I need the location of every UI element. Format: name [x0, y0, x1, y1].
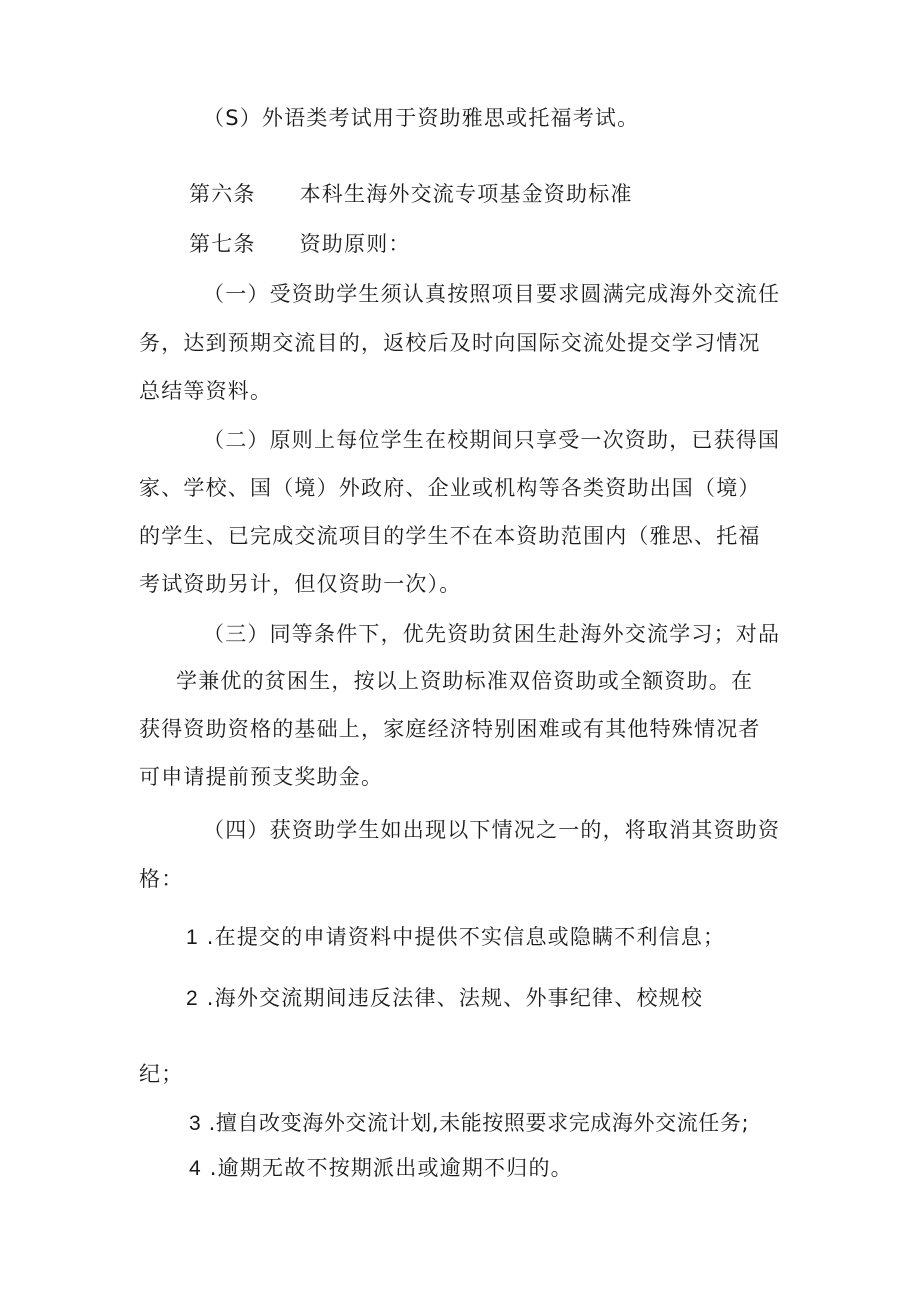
paragraph-3-line-4: 可申请提前预支奖助金。	[139, 765, 384, 789]
article-6-title: 本科生海外交流专项基金资助标准	[299, 182, 633, 206]
paragraph-2-line-2: 家、学校、国（境）外政府、企业或机构等各类资助出国（境）	[139, 476, 761, 500]
list-item	[189, 1158, 573, 1179]
list-item-continuation: 纪；	[139, 1062, 184, 1086]
paragraph-2-line-3: 的学生、已完成交流项目的学生不在本资助范围内（雅思、托福	[139, 524, 761, 548]
paragraph-1-line-2: 务，达到预期交流目的，返校后及时向国际交流处提交学习情况	[139, 331, 761, 355]
article-7-number: 第七条	[189, 232, 256, 256]
paragraph-3-line-3: 获得资助资格的基础上，家庭经济特别困难或有其他特殊情况者	[139, 717, 761, 741]
paragraph-1-line-1: （一）受资助学生须认真按照项目要求圆满完成海外交流任	[203, 282, 781, 306]
paragraph-2-line-4: 考试资助另计，但仅资助一次）。	[139, 572, 462, 596]
paragraph-3-line-2: 学兼优的贫困生，按以上资助标准双倍资助或全额资助。在	[176, 669, 754, 693]
paragraph-4-line-1: （四）获资助学生如出现以下情况之一的，将取消其资助资	[203, 818, 781, 842]
article-6-number: 第六条	[189, 182, 256, 206]
list-item-number: 1	[186, 926, 199, 949]
list-item-text: .逾期无故不按期派出或逾期不归的。	[209, 1156, 573, 1180]
article-7-title: 资助原则：	[299, 232, 411, 256]
paragraph-1-line-3: 总结等资料。	[139, 379, 273, 403]
article-6-heading	[189, 184, 633, 205]
paragraph-2-line-1: （二）原则上每位学生在校期间只享受一次资助，已获得国	[203, 428, 781, 452]
paragraph-4-line-2: 格：	[139, 867, 184, 891]
list-item	[186, 927, 725, 948]
list-item	[186, 988, 703, 1009]
list-item-number: 3	[189, 1112, 202, 1135]
list-item	[189, 1113, 749, 1134]
list-item-text: .擅自改变海外交流计划,未能按照要求完成海外交流任务;	[208, 1111, 750, 1135]
list-item-text: .海外交流期间违反法律、法规、外事纪律、校规校	[206, 986, 704, 1010]
paragraph-3-line-1: （三）同等条件下，优先资助贫困生赴海外交流学习；对品	[203, 622, 781, 646]
list-item-text: .在提交的申请资料中提供不实信息或隐瞒不利信息；	[206, 925, 726, 949]
article-7-heading	[189, 234, 411, 255]
list-item-number: 4	[189, 1157, 202, 1180]
item-s-text: （S）外语类考试用于资助雅思或托福考试。	[203, 106, 640, 130]
list-item-number: 2	[186, 987, 199, 1010]
